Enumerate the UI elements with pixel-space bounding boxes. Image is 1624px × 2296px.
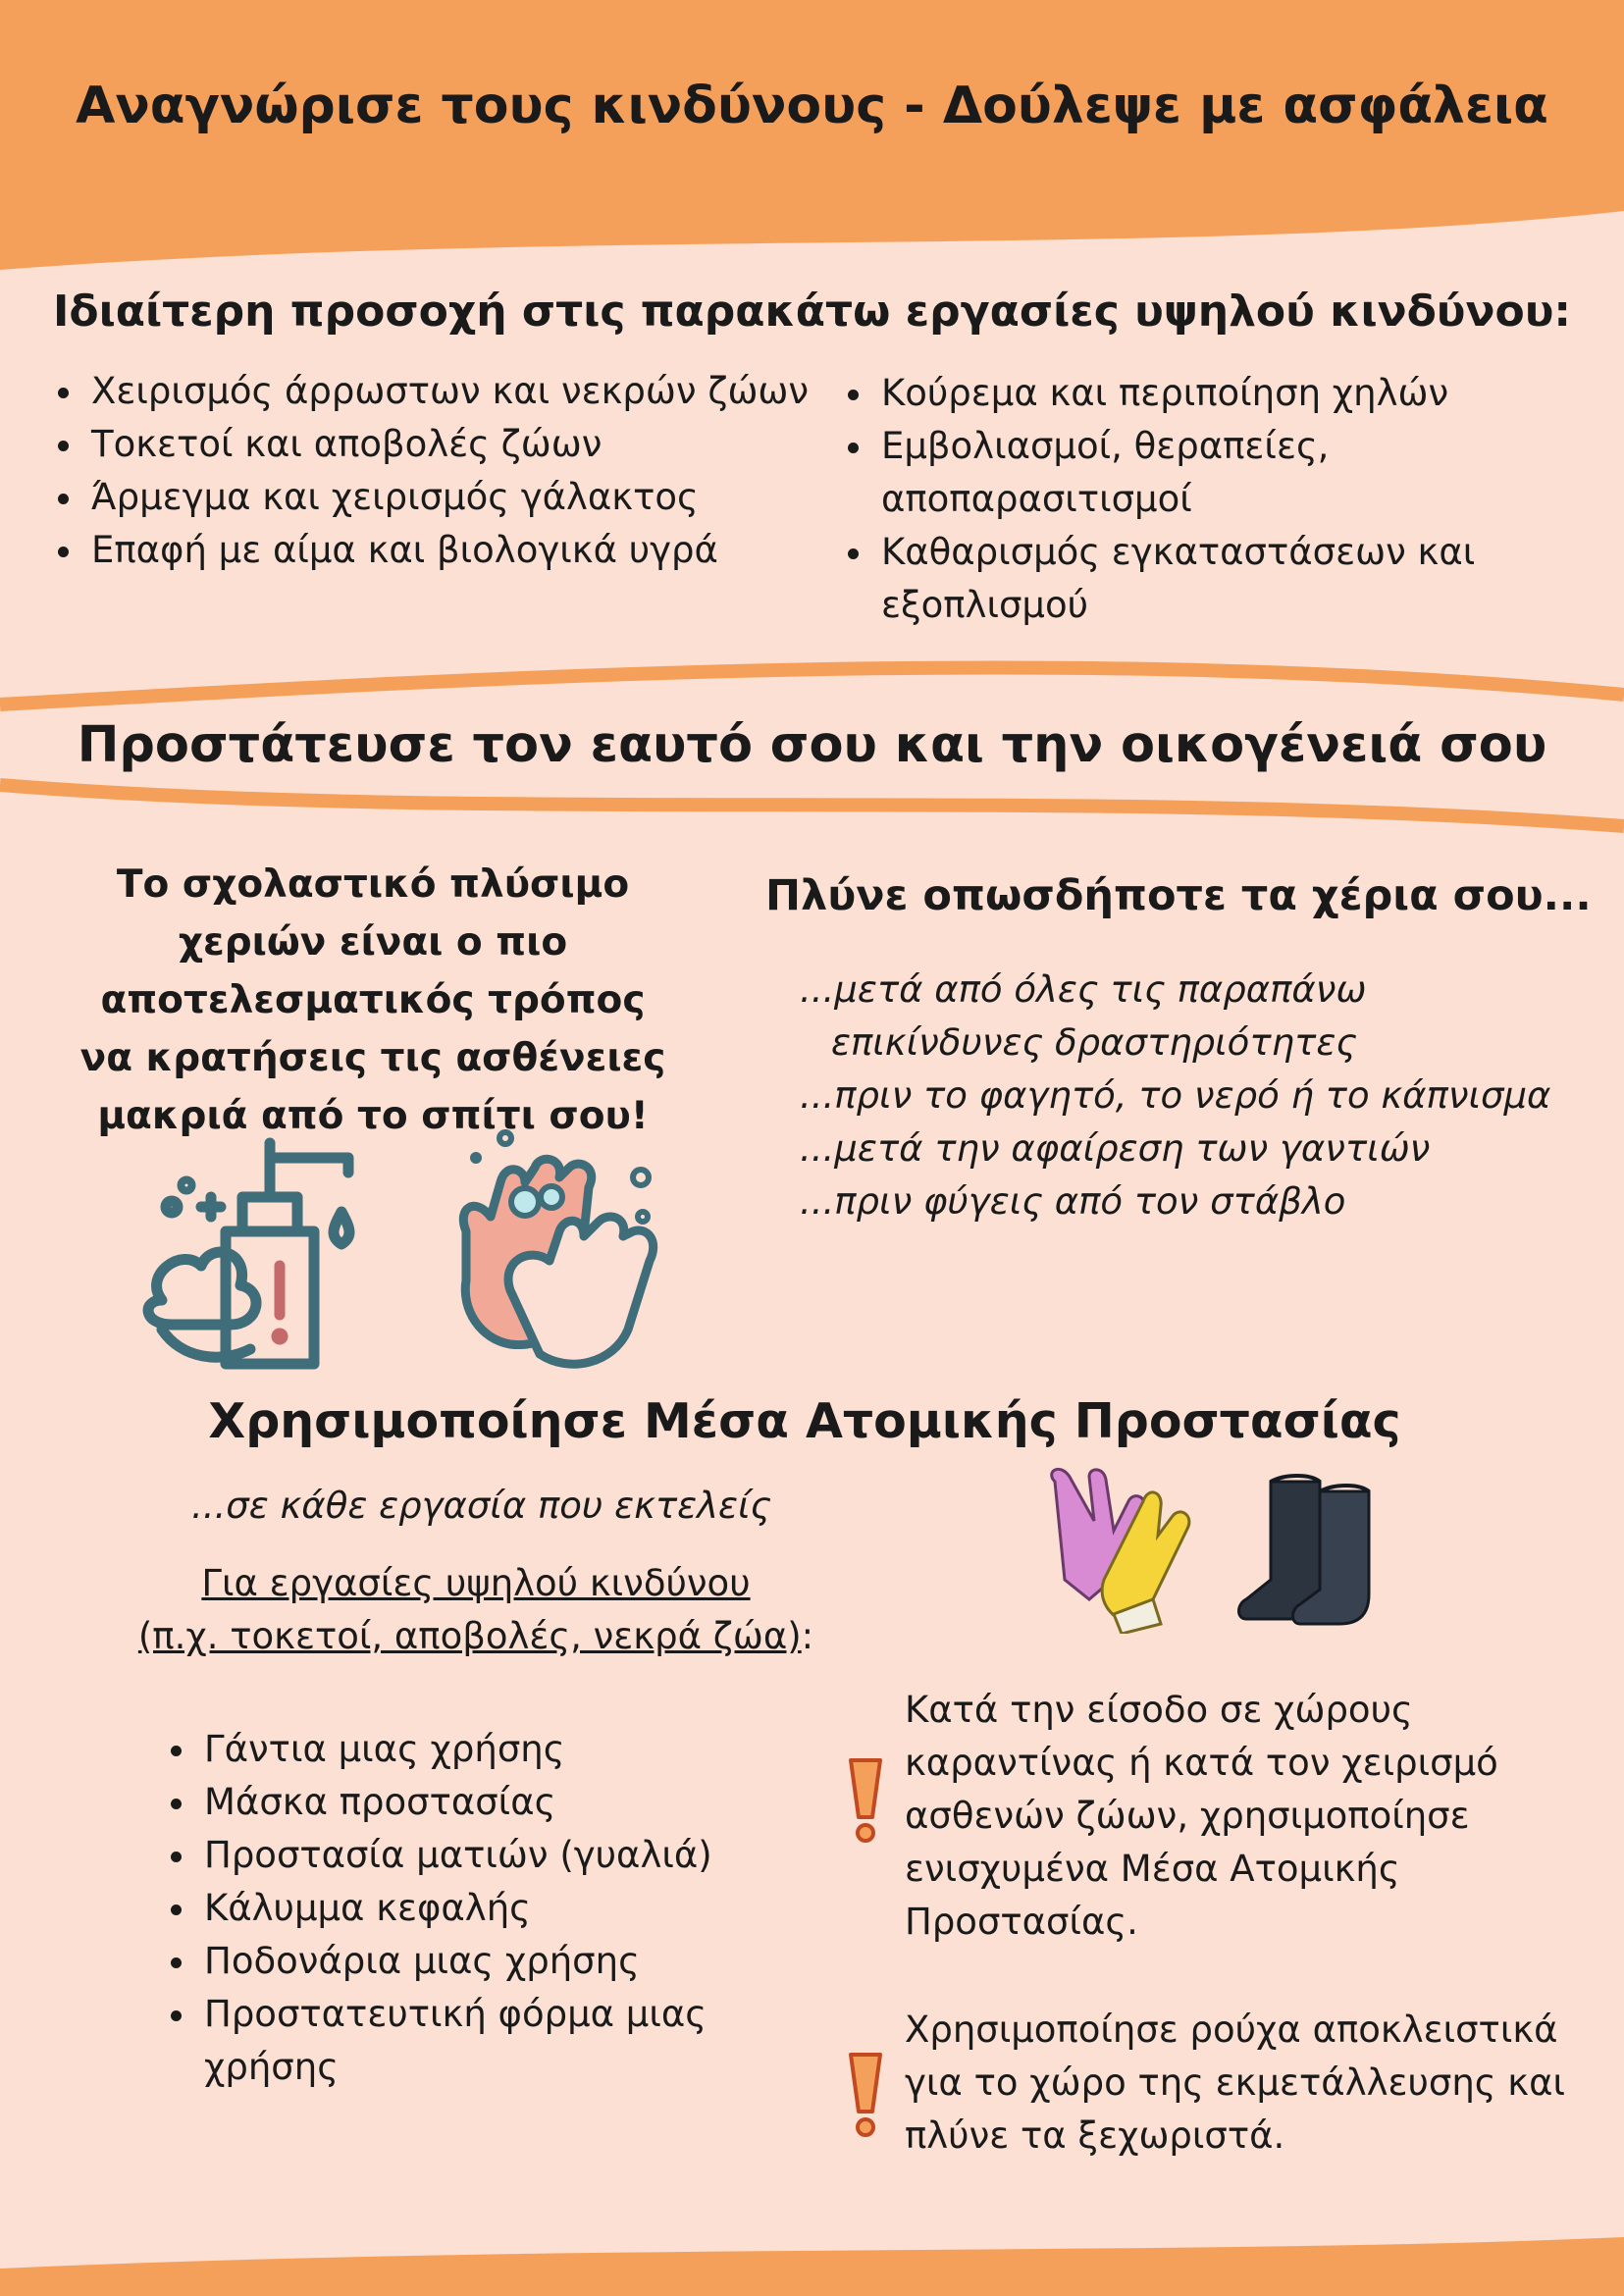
list-item: ...μετά από όλες τις παραπάνω επικίνδυνες δραστηριότητες — [800, 968, 1367, 1064]
warning-clothes-text: Χρησιμοποίησε ρούχα αποκλειστικά για το χώρο της εκμετάλλευσης και πλύνε τα ξεχωριστά. — [905, 2009, 1565, 2157]
protect-heading: Προστάτευσε τον εαυτό σου και την οικογένειά σου — [77, 716, 1547, 774]
washing-hands-icon — [442, 1123, 677, 1379]
page-title: Αναγνώρισε τους κινδύνους - Δούλεψε με ασφάλεια — [76, 77, 1548, 135]
list-item: Τοκετοί και αποβολές ζώων — [54, 418, 839, 471]
ppe-subtitle: ...σε κάθε εργασία που εκτελείς — [191, 1485, 772, 1527]
soap-dispenser-icon — [132, 1128, 378, 1383]
list-item: Επαφή με αίμα και βιολογικά υγρά — [54, 524, 839, 577]
list-item: Κάλυμμα κεφαλής — [167, 1882, 795, 1935]
warning-quarantine-text: Κατά την είσοδο σε χώρους καραντίνας ή κατά τον χειρισμό ασθενών ζώων, χρησιμοποίησε ενισχυμένα Μέσα Ατομικής Προστασίας. — [905, 1689, 1498, 1943]
list-item: Καθαρισμός εγκαταστάσεων και εξοπλισμού — [844, 526, 1531, 632]
list-item: Μάσκα προστασίας — [167, 1776, 795, 1829]
list-item: Κούρεμα και περιποίηση χηλών — [844, 367, 1531, 420]
handwash-heading: Πλύνε οπωσδήποτε τα χέρια σου... — [765, 871, 1592, 920]
list-item: Εμβολιασμοί, θεραπείες, αποπαρασιτισμοί — [844, 420, 1531, 526]
high-risk-label — [103, 1557, 849, 1663]
handwash-list — [800, 964, 1585, 1228]
high-risk-line2: (π.χ. τοκετοί, αποβολές, νεκρά ζώα) — [137, 1615, 802, 1657]
list-item: Προστασία ματιών (γυαλιά) — [167, 1829, 795, 1882]
ppe-list — [167, 1723, 795, 2094]
list-item: Ποδονάρια μιας χρήσης — [167, 1935, 795, 1988]
risk-list-left — [54, 365, 839, 577]
ppe-heading: Χρησιμοποίησε Μέσα Ατομικής Προστασίας — [208, 1393, 1401, 1449]
exclamation-icon — [846, 1756, 885, 1845]
exclamation-icon — [846, 2051, 885, 2139]
list-item: Προστατευτική φόρμα μιας χρήσης — [167, 1988, 795, 2094]
list-item: Γάντια μιας χρήσης — [167, 1723, 795, 1776]
boots-icon — [1231, 1462, 1398, 1634]
list-item: Χειρισμός άρρωστων και νεκρών ζώων — [54, 365, 839, 418]
list-item: ...πριν το φαγητό, το νερό ή το κάπνισμα — [800, 1074, 1551, 1117]
list-item: ...πριν φύγεις από τον στάβλο — [800, 1180, 1346, 1223]
risks-heading: Ιδιαίτερη προσοχή στις παρακάτω εργασίες υψηλού κινδύνου: — [52, 287, 1572, 337]
high-risk-colon: : — [801, 1615, 814, 1657]
handwash-lead: Το σχολαστικό πλύσιμο χεριών είναι ο πιο αποτελεσματικός τρόπος να κρατήσεις τις ασθένειες μακριά από το σπίτι σου! — [79, 862, 666, 1138]
risk-list-right — [844, 367, 1531, 632]
list-item: Άρμεγμα και χειρισμός γάλακτος — [54, 471, 839, 524]
high-risk-line1: Για εργασίες υψηλού κινδύνου — [201, 1562, 751, 1604]
list-item: ...μετά την αφαίρεση των γαντιών — [800, 1127, 1431, 1170]
gloves-icon — [1035, 1462, 1197, 1634]
